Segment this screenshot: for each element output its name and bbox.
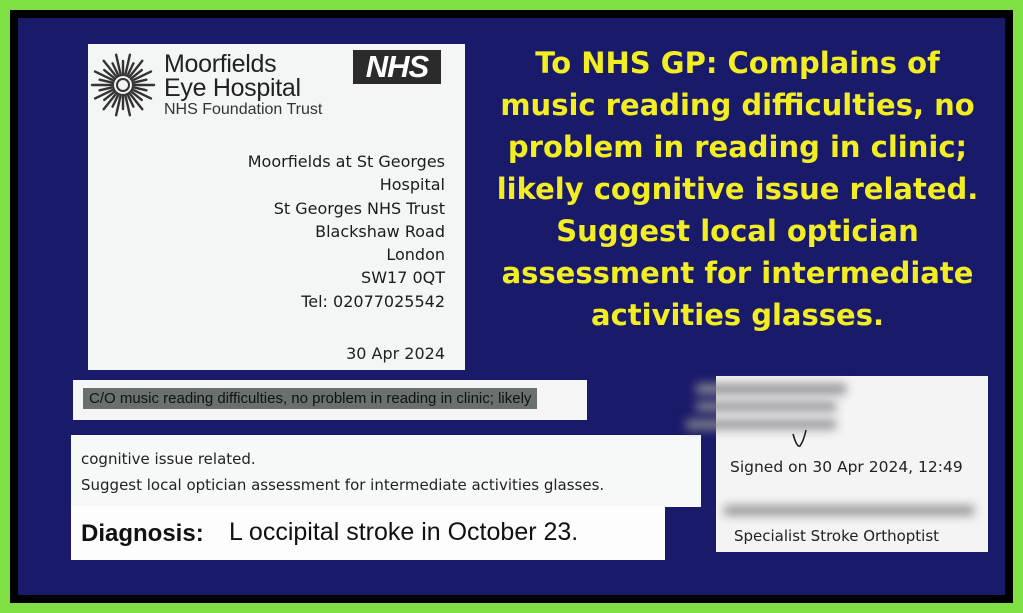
diagnosis-text: L occipital stroke in October 23. xyxy=(229,518,579,546)
signatory-role: Specialist Stroke Orthoptist xyxy=(734,527,940,545)
sunburst-logo-icon xyxy=(90,52,156,118)
signature-panel xyxy=(716,376,988,552)
complaint-text: C/O music reading difficulties, no problem in reading in clinic; likely xyxy=(83,388,537,409)
address-block xyxy=(248,150,445,313)
callout-line: assessment for intermediate xyxy=(501,256,974,290)
address-phone: Tel: 02077025542 xyxy=(301,291,445,311)
nhs-logo: NHS xyxy=(353,50,441,84)
continuation-panel xyxy=(71,435,701,507)
letterhead-panel xyxy=(88,44,465,370)
signed-timestamp: Signed on 30 Apr 2024, 12:49 xyxy=(730,458,963,476)
callout-line: activities glasses. xyxy=(591,298,884,332)
diagnosis-panel xyxy=(71,506,665,560)
letter-date: 30 Apr 2024 xyxy=(346,344,445,363)
address-line: London xyxy=(386,245,445,265)
address-line: St Georges NHS Trust xyxy=(273,198,445,218)
diagnosis-label: Diagnosis: xyxy=(81,520,204,547)
callout-line: music reading difficulties, no xyxy=(500,88,975,122)
callout-line: To NHS GP: Complains of xyxy=(535,46,940,80)
redaction-blur xyxy=(686,420,836,429)
gp-summary-callout xyxy=(470,42,1005,336)
redaction-blur xyxy=(696,402,836,411)
callout-line: problem in reading in clinic; xyxy=(507,130,968,164)
hospital-name-line2: Eye Hospital xyxy=(164,74,301,102)
signature-scribble-icon xyxy=(790,426,810,452)
continuation-line1: cognitive issue related. xyxy=(81,450,256,468)
redaction-blur xyxy=(696,384,846,394)
callout-line: likely cognitive issue related. xyxy=(496,172,979,206)
trust-name: NHS Foundation Trust xyxy=(164,101,323,118)
continuation-line2: Suggest local optician assessment for intermediate activities glasses. xyxy=(81,476,605,494)
redaction-blur xyxy=(724,506,974,515)
address-line: Blackshaw Road xyxy=(315,221,445,241)
callout-line: Suggest local optician xyxy=(556,214,919,248)
hospital-name-line1: Moorfields xyxy=(164,50,277,78)
address-line: Moorfields at St Georges xyxy=(247,152,445,171)
complaint-panel xyxy=(73,380,587,420)
address-line: Hospital xyxy=(379,175,445,195)
address-line: SW17 0QT xyxy=(361,268,445,288)
